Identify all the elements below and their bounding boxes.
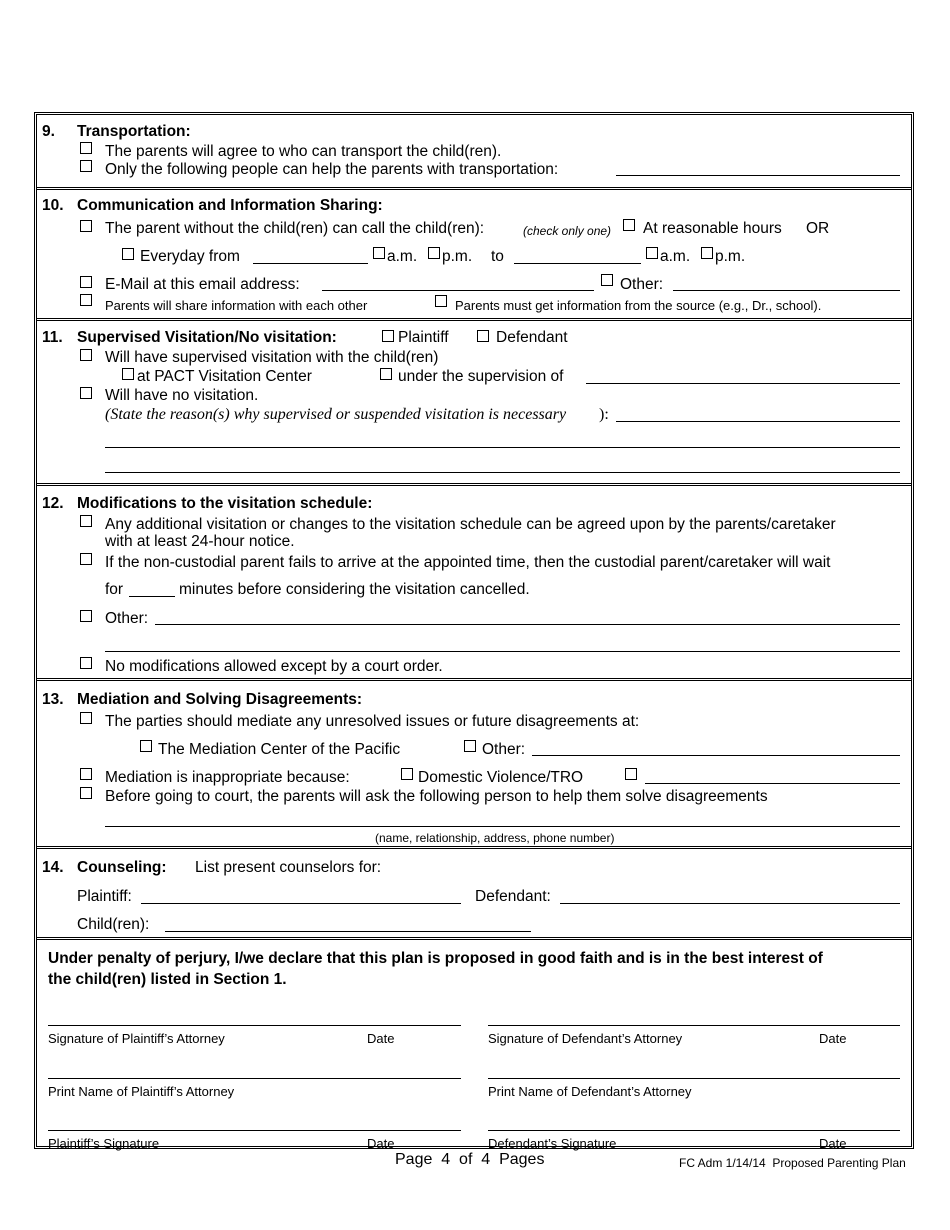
other-label: Other: bbox=[105, 610, 149, 627]
checkbox-mediate[interactable] bbox=[80, 712, 92, 724]
reason-line[interactable] bbox=[616, 421, 900, 422]
checkbox-from-pm[interactable] bbox=[428, 247, 440, 259]
signature-section bbox=[37, 937, 911, 1151]
date-caption: Date bbox=[819, 1031, 847, 1046]
reason-label: (State the reason(s) why supervised or suspended visitation is necessary bbox=[105, 406, 567, 423]
section-number: 14. bbox=[42, 859, 64, 876]
source-label: Parents must get information from the source (e.g., Dr., school). bbox=[455, 298, 822, 313]
or-label: OR bbox=[806, 220, 830, 237]
option-label: with at least 24-hour notice. bbox=[105, 533, 295, 550]
checkbox-no-modifications[interactable] bbox=[80, 657, 92, 669]
section-title: Mediation and Solving Disagreements: bbox=[77, 691, 363, 708]
checkbox-from-am[interactable] bbox=[373, 247, 385, 259]
other-label: Other: bbox=[620, 276, 664, 293]
date-caption: Date bbox=[819, 1136, 847, 1151]
am-label: a.m. bbox=[387, 248, 418, 265]
form-frame bbox=[34, 112, 914, 1149]
section-title: Modifications to the visitation schedule: bbox=[77, 495, 373, 512]
checkbox-source-info[interactable] bbox=[435, 295, 447, 307]
center-label: The Mediation Center of the Pacific bbox=[158, 741, 401, 758]
inappropriate-label: Mediation is inappropriate because: bbox=[105, 769, 350, 786]
reason-line[interactable] bbox=[105, 447, 900, 448]
section-number: 11. bbox=[42, 329, 63, 346]
section-12 bbox=[37, 483, 911, 678]
checkbox-other[interactable] bbox=[464, 740, 476, 752]
section-number: 9. bbox=[42, 123, 55, 140]
declaration: Under penalty of perjury, I/we declare that this plan is proposed in good faith and is in the best interest of bbox=[48, 950, 823, 967]
children-counselor-line[interactable] bbox=[165, 931, 531, 932]
email-line[interactable] bbox=[322, 290, 594, 291]
minutes-line[interactable] bbox=[129, 596, 175, 597]
checkbox-email[interactable] bbox=[80, 276, 92, 288]
form-id: FC Adm 1/14/14 Proposed Parenting Plan bbox=[679, 1156, 906, 1170]
defendant-attorney-name-line[interactable] bbox=[488, 1078, 900, 1079]
defendant-label: Defendant: bbox=[475, 888, 551, 905]
from-time-line[interactable] bbox=[253, 263, 368, 264]
checkbox-dv[interactable] bbox=[401, 768, 413, 780]
reason-line[interactable] bbox=[105, 472, 900, 473]
dv-label: Domestic Violence/TRO bbox=[418, 769, 584, 786]
sig-caption: Plaintiff’s Signature bbox=[48, 1136, 160, 1151]
checkbox-other[interactable] bbox=[601, 274, 613, 286]
checkbox-additional-visitation[interactable] bbox=[80, 515, 92, 527]
checkbox-other-reason[interactable] bbox=[625, 768, 637, 780]
call-label: The parent without the child(ren) can call the child(ren): bbox=[105, 220, 485, 237]
under-label: under the supervision of bbox=[398, 368, 564, 385]
plaintiff-attorney-signature-line[interactable] bbox=[48, 1025, 461, 1026]
section-title: Communication and Information Sharing: bbox=[77, 197, 383, 214]
plaintiff-label: Plaintiff: bbox=[77, 888, 132, 905]
plaintiff-signature-line[interactable] bbox=[48, 1130, 461, 1131]
plaintiff-attorney-name-line[interactable] bbox=[48, 1078, 461, 1079]
email-label: E-Mail at this email address: bbox=[105, 276, 300, 293]
print-caption: Print Name of Plaintiff’s Attorney bbox=[48, 1084, 235, 1099]
supervisor-line[interactable] bbox=[586, 383, 900, 384]
reasonable-label: At reasonable hours bbox=[643, 220, 782, 237]
date-caption: Date bbox=[367, 1136, 395, 1151]
minutes-label: minutes before considering the visitation cancelled. bbox=[179, 581, 530, 598]
sig-caption: Defendant’s Signature bbox=[488, 1136, 617, 1151]
helper-caption: (name, relationship, address, phone number) bbox=[375, 831, 615, 845]
to-label: to bbox=[491, 248, 504, 265]
date-caption: Date bbox=[367, 1031, 395, 1046]
option-label: Any additional visitation or changes to the visitation schedule can be agreed upon by the parents/caretaker bbox=[105, 516, 836, 533]
checkbox-defendant[interactable] bbox=[477, 330, 489, 342]
section-11 bbox=[37, 318, 911, 483]
defendant-attorney-signature-line[interactable] bbox=[488, 1025, 900, 1026]
supervised-label: Will have supervised visitation with the child(ren) bbox=[105, 349, 439, 366]
checkbox-to-am[interactable] bbox=[646, 247, 658, 259]
section-13 bbox=[37, 678, 911, 846]
other-line[interactable] bbox=[155, 624, 900, 625]
share-label: Parents will share information with each other bbox=[105, 298, 368, 313]
pm-label: p.m. bbox=[442, 248, 473, 265]
option-label: Only the following people can help the parents with transportation: bbox=[105, 161, 559, 178]
novisit-label: Will have no visitation. bbox=[105, 387, 259, 404]
list-label: List present counselors for: bbox=[195, 859, 382, 876]
checkbox-reasonable-hours[interactable] bbox=[623, 219, 635, 231]
section-10 bbox=[37, 187, 911, 318]
section-title: Transportation: bbox=[77, 123, 191, 140]
other-line[interactable] bbox=[673, 290, 900, 291]
print-caption: Print Name of Defendant’s Attorney bbox=[488, 1084, 692, 1099]
checkbox-supervised[interactable] bbox=[80, 349, 92, 361]
defendant-label: Defendant bbox=[496, 329, 568, 346]
to-time-line[interactable] bbox=[514, 263, 641, 264]
checkbox-everyday[interactable] bbox=[122, 248, 134, 260]
pact-label: at PACT Visitation Center bbox=[137, 368, 312, 385]
other-line[interactable] bbox=[105, 651, 900, 652]
page-number: Page 4 of 4 Pages bbox=[395, 1151, 545, 1168]
section-number: 12. bbox=[42, 495, 64, 512]
plaintiff-label: Plaintiff bbox=[398, 329, 449, 346]
checkbox-share-info[interactable] bbox=[80, 294, 92, 306]
checkbox-pact[interactable] bbox=[122, 368, 134, 380]
other-reason-line[interactable] bbox=[645, 783, 900, 784]
other-label: Other: bbox=[482, 741, 526, 758]
defendant-counselor-line[interactable] bbox=[560, 903, 900, 904]
before-label: Before going to court, the parents will ask the following person to help them solve disagreements bbox=[105, 788, 768, 805]
section-14 bbox=[37, 846, 911, 937]
checkbox-wait[interactable] bbox=[80, 553, 92, 565]
checkbox-inappropriate[interactable] bbox=[80, 768, 92, 780]
nomod-label: No modifications allowed except by a court order. bbox=[105, 658, 443, 675]
checkbox-to-pm[interactable] bbox=[701, 247, 713, 259]
checkbox-call[interactable] bbox=[80, 220, 92, 232]
plaintiff-counselor-line[interactable] bbox=[141, 903, 461, 904]
defendant-signature-line[interactable] bbox=[488, 1130, 900, 1131]
checkbox-following-people[interactable] bbox=[80, 160, 92, 172]
helper-line[interactable] bbox=[105, 826, 900, 827]
everyday-label: Everyday from bbox=[140, 248, 240, 265]
checkbox-under-supervision[interactable] bbox=[380, 368, 392, 380]
checkbox-no-visitation[interactable] bbox=[80, 387, 92, 399]
mediate-label: The parties should mediate any unresolved issues or future disagreements at: bbox=[105, 713, 640, 730]
am-label: a.m. bbox=[660, 248, 691, 265]
section-title: Supervised Visitation/No visitation: bbox=[77, 329, 337, 346]
sig-caption: Signature of Defendant’s Attorney bbox=[488, 1031, 683, 1046]
transport-people-line[interactable] bbox=[616, 175, 900, 176]
sig-caption: Signature of Plaintiff’s Attorney bbox=[48, 1031, 225, 1046]
section-number: 10. bbox=[42, 197, 64, 214]
other-line[interactable] bbox=[532, 755, 900, 756]
checkbox-before-court[interactable] bbox=[80, 787, 92, 799]
checkbox-mediation-center[interactable] bbox=[140, 740, 152, 752]
option-label: If the non-custodial parent fails to arrive at the appointed time, then the custodial parent/caretaker will wait bbox=[105, 554, 831, 571]
section-9 bbox=[37, 115, 911, 187]
children-label: Child(ren): bbox=[77, 916, 150, 933]
section-number: 13. bbox=[42, 691, 64, 708]
reason-end: ): bbox=[599, 406, 609, 423]
checkbox-plaintiff[interactable] bbox=[382, 330, 394, 342]
checkbox-other[interactable] bbox=[80, 610, 92, 622]
option-label: The parents will agree to who can transport the child(ren). bbox=[105, 143, 502, 160]
declaration: the child(ren) listed in Section 1. bbox=[48, 971, 287, 988]
section-title: Counseling: bbox=[77, 859, 167, 876]
pm-label: p.m. bbox=[715, 248, 746, 265]
checkbox-agree-transport[interactable] bbox=[80, 142, 92, 154]
for-label: for bbox=[105, 581, 124, 598]
check-only-one-note: (check only one) bbox=[523, 224, 612, 238]
